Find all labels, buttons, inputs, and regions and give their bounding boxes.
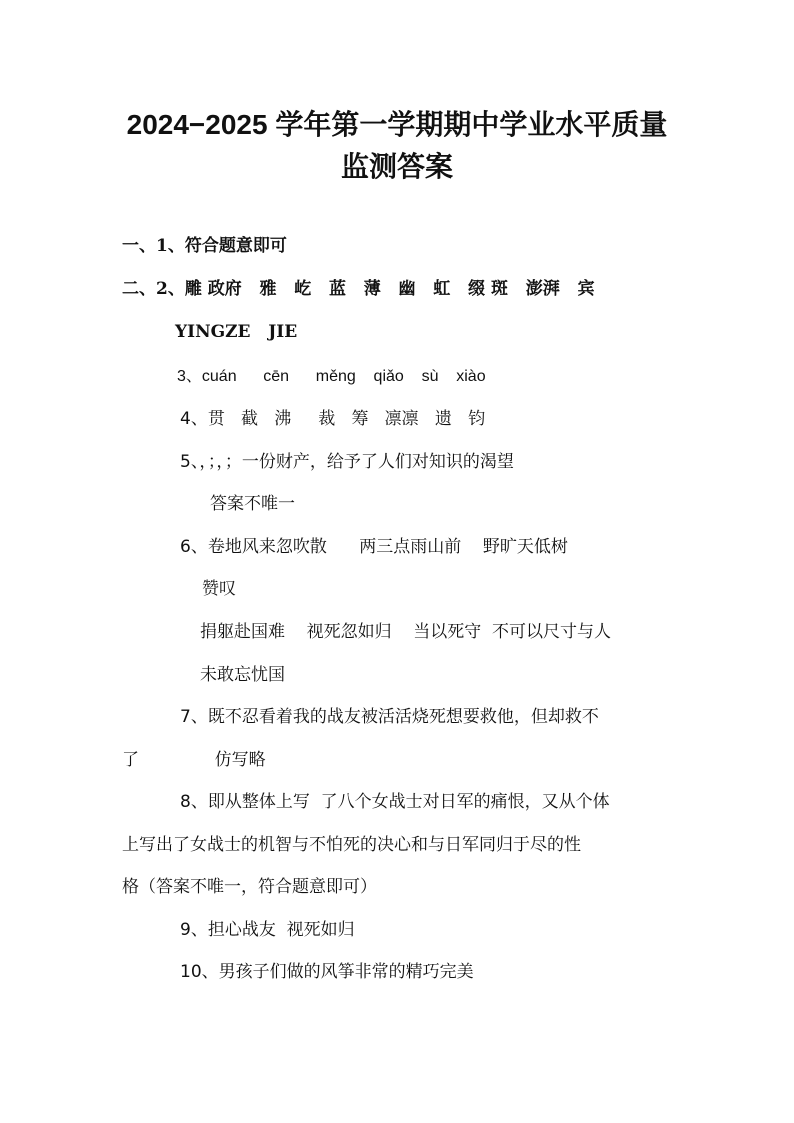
document-title-line1: 2024−2025 学年第一学期期中学业水平质量 xyxy=(126,109,668,140)
answer-3: 3、cuán cēn měng qiǎo sù xiào xyxy=(177,368,486,385)
answer-6-b: 赞叹 xyxy=(202,579,236,599)
answer-5-note: 答案不唯一 xyxy=(210,494,295,514)
answer-10: 10、男孩子们做的风筝非常的精巧完美 xyxy=(180,962,474,982)
document-title-line2: 监测答案 xyxy=(340,151,453,182)
answer-4: 4、贯 截 沸 裁 筹 凛凛 遗 钧 xyxy=(180,409,486,429)
answer-6-c: 捐躯赴国难 视死忽如归 当以死守 不可以尺寸与人 xyxy=(200,622,612,642)
answer-8-c: 格（答案不唯一，符合题意即可） xyxy=(122,877,377,897)
answer-7: 7、既不忍看着我的战友被活活烧死想要救他，但却救不 xyxy=(180,707,599,727)
answer-8: 8、即从整体上写 了八个女战士对日军的痛恨，又从个体 xyxy=(180,792,610,812)
section-2-pinyin: YINGZE JIE xyxy=(175,322,298,342)
answer-5: 5、，；，；一份财产，给予了人们对知识的渴望 xyxy=(180,452,514,472)
answer-6: 6、卷地风来忽吹散 两三点雨山前 野旷天低树 xyxy=(180,537,568,557)
answer-8-b: 上写出了女战士的机智与不怕死的决心和与日军同归于尽的性 xyxy=(122,835,581,855)
answer-6-d: 未敢忘忧国 xyxy=(200,665,285,685)
section-2-answer: 二、2、雕 政府 雅 屹 蓝 薄 幽 虹 缀 斑 澎湃 宾 xyxy=(122,279,595,299)
answer-7-b: 了 仿写略 xyxy=(122,750,266,770)
section-1-answer: 一、1、符合题意即可 xyxy=(122,236,287,256)
answer-9: 9、担心战友 视死如归 xyxy=(180,920,355,940)
